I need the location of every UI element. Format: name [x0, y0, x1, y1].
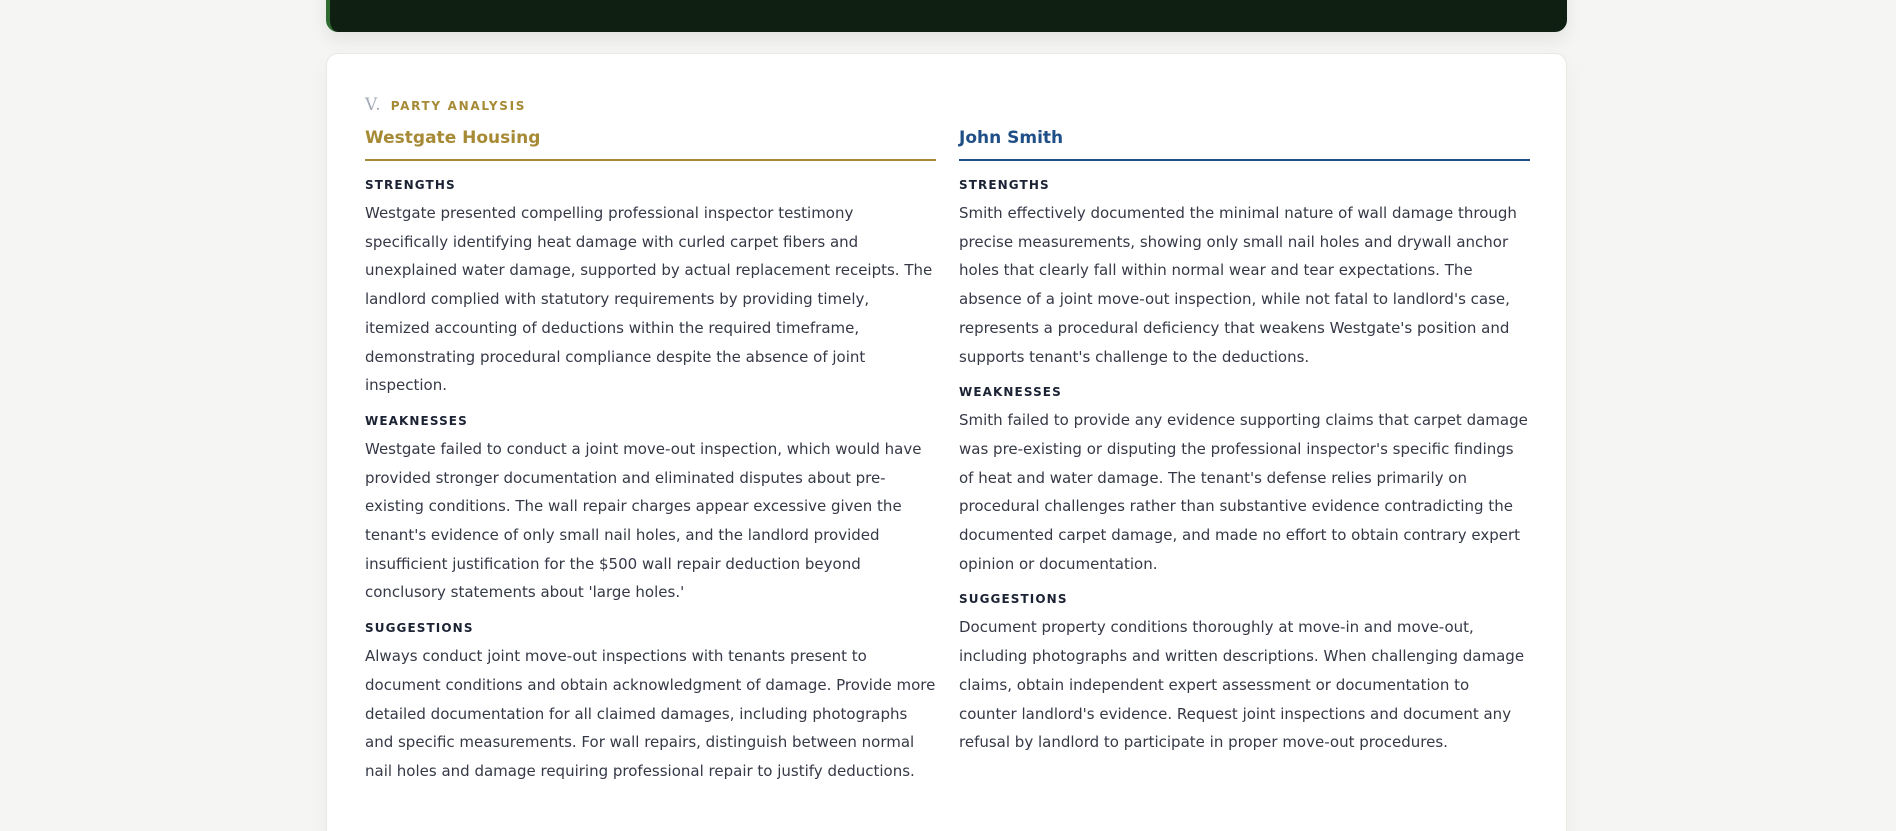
weaknesses-heading: WEAKNESSES: [959, 385, 1062, 400]
top-banner: [326, 0, 1567, 32]
party-name-john-smith: John Smith: [959, 128, 1530, 161]
weaknesses-heading: WEAKNESSES: [365, 413, 468, 428]
suggestions-heading: SUGGESTIONS: [365, 621, 474, 636]
weaknesses-text: Smith failed to provide any evidence supporting claims that carpet damage was pre-existing or disputing the professional inspector's specific findings of heat and water damage. The tenant's defense relies primarily on procedural challenges rather than substantive evidence contradicting the documented carpet damage, and made no effort to obtain contrary expert opinion or documentation.: [959, 411, 1528, 573]
party-column-westgate-housing: [365, 128, 936, 786]
strengths-heading: STRENGTHS: [959, 178, 1050, 192]
strengths-text: Smith effectively documented the minimal nature of wall damage through precise measurements, showing only small nail holes and drywall anchor holes that clearly fall within normal wear and tear expectations. The absence of a joint move-out inspection, while not fatal to landlord's case, represents a procedural deficiency that weakens Westgate's position and supports tenant's challenge to the deductions.: [959, 204, 1517, 366]
weaknesses-text: Westgate failed to conduct a joint move-out inspection, which would have provided stronger documentation and eliminated disputes about pre-existing conditions. The wall repair charges appear excessive given the tenant's evidence of only small nail holes, and the landlord provided insufficient justification for the $500 wall repair deduction beyond conclusory statements about 'large holes.': [365, 439, 922, 602]
strengths-text: Westgate presented compelling professional inspector testimony specifically identifying heat damage with curled carpet fibers and unexplained water damage, supported by actual replacement receipts. The landlord complied with statutory requirements by providing timely, itemized accounting of deductions within the required timeframe, demonstrating procedural compliance despite the absence of joint inspection.: [365, 204, 933, 395]
party-columns: [365, 128, 1530, 786]
suggestions-text: Always conduct joint move-out inspections with tenants present to document conditions and obtain acknowledgment of damage. Provide more detailed documentation for all claimed damages, including photographs and specific measurements. For wall repairs, distinguish between normal nail holes and damage requiring professional repair to justify deductions.: [365, 647, 936, 780]
strengths-heading: STRENGTHS: [365, 178, 456, 192]
suggestions-text: Document property conditions thoroughly at move-in and move-out, including photographs and written descriptions. When challenging damage claims, obtain independent expert assessment or documentation to counter landlord's evidence. Request joint inspections and document any refusal by landlord to participate in proper move-out procedures.: [959, 618, 1525, 752]
section-numeral: V.: [365, 95, 382, 115]
suggestions-heading: SUGGESTIONS: [959, 592, 1068, 607]
section-header: [365, 95, 526, 115]
party-analysis-card: [326, 53, 1567, 831]
party-column-john-smith: [959, 128, 1530, 786]
section-title: PARTY ANALYSIS: [390, 99, 527, 113]
party-name-westgate-housing: Westgate Housing: [365, 128, 936, 161]
